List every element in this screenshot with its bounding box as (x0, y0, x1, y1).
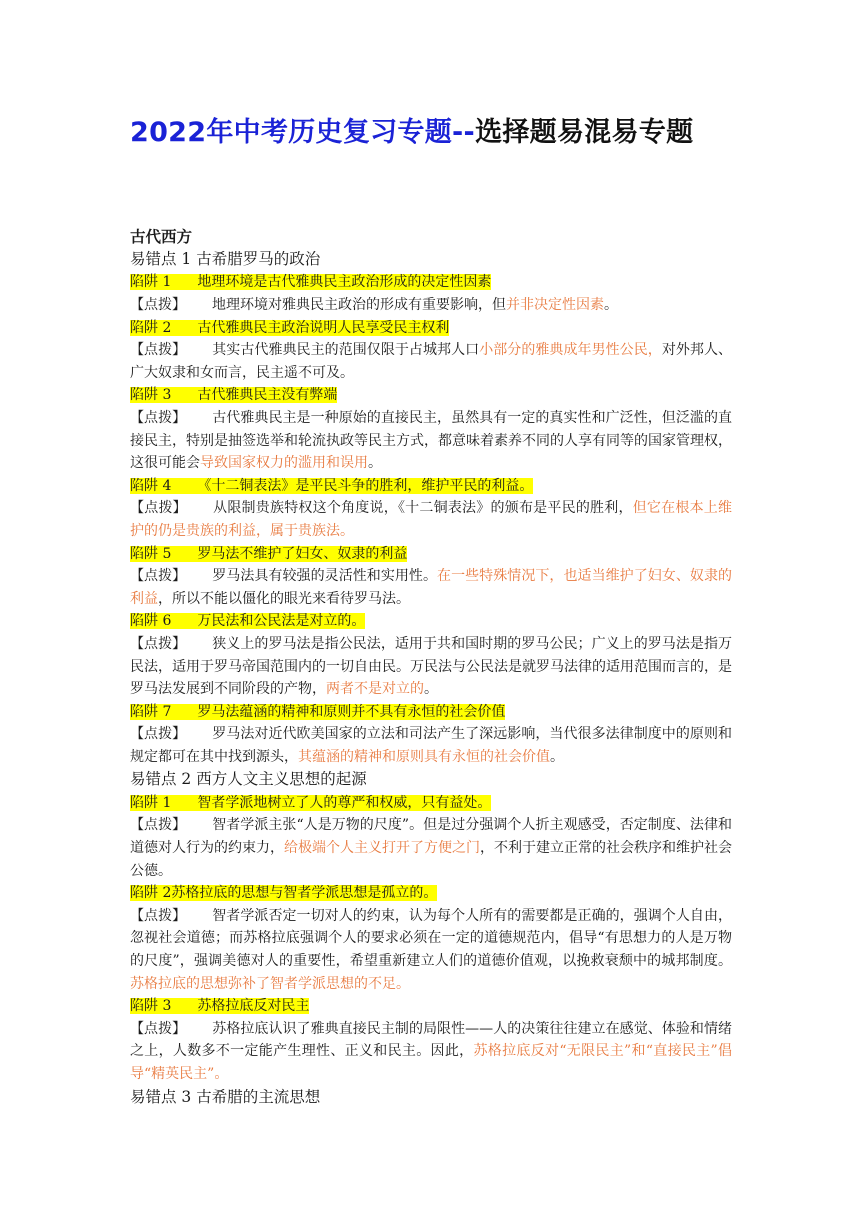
tip-label: 【点拨】 (130, 726, 187, 743)
document-body (130, 225, 732, 1109)
trap-text: 《十二铜表法》是平民斗争的胜利，维护平民的利益。 (197, 477, 534, 494)
tip-paragraph (130, 1018, 732, 1086)
tip-text: 罗马法具有较强的灵活性和实用性。 (212, 568, 438, 585)
section-heading: 古代西方 (130, 227, 193, 246)
tip-text: 。 (604, 297, 618, 313)
trap-text: 古代雅典民主没有弊端 (197, 387, 338, 404)
trap-label: 陷阱 3 (130, 387, 172, 404)
trap-highlight (130, 274, 491, 290)
tip-emphasis: 两者不是对立的 (326, 681, 424, 698)
error-point-heading: 易错点 1 古希腊罗马的政治 (130, 250, 321, 268)
tip-label: 【点拨】 (130, 907, 187, 924)
trap-label: 陷阱 3 (130, 998, 172, 1015)
trap-row (130, 792, 732, 815)
tip-label: 【点拨】 (130, 817, 187, 834)
title-part-dark: 选择题易混易专题 (475, 117, 694, 148)
trap-highlight (130, 320, 449, 336)
tip-text: 其实古代雅典民主的范围仅限于占城邦人口 (212, 342, 480, 359)
trap-text: 罗马法不维护了妇女、奴隶的利益 (197, 545, 408, 562)
tip-label: 【点拨】 (130, 409, 187, 426)
trap-text: 罗马法蕴涵的精神和原则并不具有永恒的社会价值 (197, 703, 506, 720)
tip-label: 【点拨】 (130, 297, 186, 313)
tip-text: 古代雅典民主是一种原始的直接民主，虽然具有一定的真实性和广泛性，但泛滥的直接民主，特别是抽签选举和轮流执政等民主方式，都意味着素养不同的人享有同等的国家管理权，这很可能会 (130, 409, 733, 472)
trap-text: 地理环境是古代雅典民主政治形成的决定性因素 (197, 274, 492, 291)
tip-label: 【点拨】 (130, 635, 187, 652)
trap-row (130, 701, 732, 724)
tip-paragraph (130, 633, 732, 701)
trap-highlight (130, 478, 533, 494)
tip-emphasis: 在一些特殊情况下，也适当维护了妇女、奴隶的利益 (130, 568, 733, 607)
tip-text: 智者学派主张“人是万物的尺度”。但是过分强调个人折主观感受，否定制度、法律和道德对人行为的约束力， (130, 817, 733, 857)
trap-label: 陷阱 6 (130, 613, 172, 630)
title-part-blue: 2022年中考历史复习专题-- (130, 117, 476, 148)
trap-text: 智者学派地树立了人的尊严和权威，只有益处。 (197, 794, 492, 811)
tip-emphasis: 但它在根本上维护的仍是贵族的利益，属于贵族法。 (130, 500, 733, 539)
page-title (130, 110, 693, 149)
tip-paragraph (130, 723, 732, 768)
tip-emphasis: 小部分的雅典成年男性公民， (479, 342, 662, 359)
trap-highlight (130, 795, 491, 811)
tip-paragraph (130, 339, 732, 384)
trap-text: 苏格拉底反对民主 (197, 998, 310, 1015)
tip-emphasis: 其蕴涵的精神和原则具有永恒的社会价值 (298, 748, 550, 765)
tip-paragraph (130, 294, 732, 317)
tip-text: 对外邦人、广大奴隶和女而言，民主遥不可及。 (130, 342, 733, 381)
trap-row (130, 384, 732, 407)
tip-text: 从限制贵族特权这个角度说，《十二铜表法》的颁布是平民的胜利， (212, 500, 633, 517)
trap-label: 陷阱 1 (130, 794, 172, 811)
tip-paragraph (130, 905, 732, 995)
error-point-heading: 易错点 3 古希腊的主流思想 (130, 1087, 321, 1106)
tip-emphasis: 苏格拉底反对“无限民主”和“直接民主”倡导“精英民主”。 (130, 1043, 732, 1082)
trap-label: 陷阱 2 (130, 319, 172, 336)
trap-row (130, 995, 732, 1018)
tip-label: 【点拨】 (130, 568, 187, 585)
trap-highlight (130, 387, 337, 403)
tip-text: 罗马法对近代欧美国家的立法和司法产生了深远影响，当代很多法律制度中的原则和规定都可在其中找到源头， (130, 726, 733, 765)
error-point-heading: 易错点 2 西方人文主义思想的起源 (130, 770, 367, 789)
tip-text: 智者学派否定一切对人的约束，认为每个人所有的需要都是正确的，强调个人自由，忽视社会道德；而苏格拉底强调个人的要求必须在一定的道德规范内，倡导“有思想力的人是万物的尺度”，强调美德对人的重要性，希望重新建立人们的道德价值观，以挽救衰颓中的城邦制度。 (130, 907, 733, 970)
trap-label: 陷阱 7 (130, 703, 172, 720)
trap-label: 陷阱 1 (130, 274, 172, 291)
tip-emphasis: 导致国家权力的滥用和误用 (200, 455, 368, 472)
tip-text: ，所以不能以僵化的眼光来看待罗马法。 (158, 590, 410, 607)
tip-text: 。 (368, 455, 382, 472)
tip-text: 。 (550, 748, 564, 765)
trap-row (130, 610, 732, 633)
trap-text: 万民法和公民法是对立的。 (197, 613, 366, 630)
tip-emphasis: 并非决定性因素 (506, 297, 604, 313)
tip-text: 。 (424, 681, 438, 698)
tip-emphasis: 苏格拉底的思想弥补了智者学派思想的不足。 (130, 975, 410, 992)
trap-row (130, 317, 732, 340)
trap-highlight (130, 613, 365, 629)
trap-text: 苏格拉底的思想与智者学派思想是孤立的。 (171, 885, 438, 902)
tip-paragraph (130, 814, 732, 882)
trap-row (130, 475, 732, 498)
tip-paragraph (130, 497, 732, 542)
trap-row (130, 882, 732, 905)
tip-label: 【点拨】 (130, 1020, 187, 1037)
trap-highlight (130, 704, 505, 720)
trap-text: 古代雅典民主政治说明人民享受民主权利 (197, 319, 450, 336)
tip-emphasis: 给极端个人主义打开了方便之门 (284, 840, 480, 857)
trap-highlight (130, 885, 437, 901)
tip-paragraph (130, 565, 732, 610)
tip-text: 地理环境对雅典民主政治的形成有重要影响，但 (212, 297, 506, 313)
trap-row (130, 543, 732, 566)
tip-text: ，不利于建立正常的社会秩序和维护社会公德。 (130, 840, 732, 879)
trap-label: 陷阱 2 (130, 885, 172, 902)
tip-text: 苏格拉底认识了雅典直接民主制的局限性——人的决策往往建立在感觉、体验和情绪之上，人数多不一定能产生理性、正义和民主。因此， (130, 1020, 733, 1060)
tip-label: 【点拨】 (130, 500, 187, 517)
trap-highlight (130, 546, 407, 562)
tip-paragraph (130, 407, 732, 475)
trap-label: 陷阱 4 (130, 477, 172, 494)
trap-label: 陷阱 5 (130, 545, 172, 562)
tip-text: 狭义上的罗马法是指公民法，适用于共和国时期的罗马公民；广义上的罗马法是指万民法，适用于罗马帝国范围内的一切自由民。万民法与公民法是就罗马法律的适用范围而言的，是罗马法发展到不同阶段的产物， (130, 635, 733, 698)
tip-label: 【点拨】 (130, 342, 187, 359)
trap-highlight (130, 998, 309, 1014)
trap-row (130, 271, 732, 294)
